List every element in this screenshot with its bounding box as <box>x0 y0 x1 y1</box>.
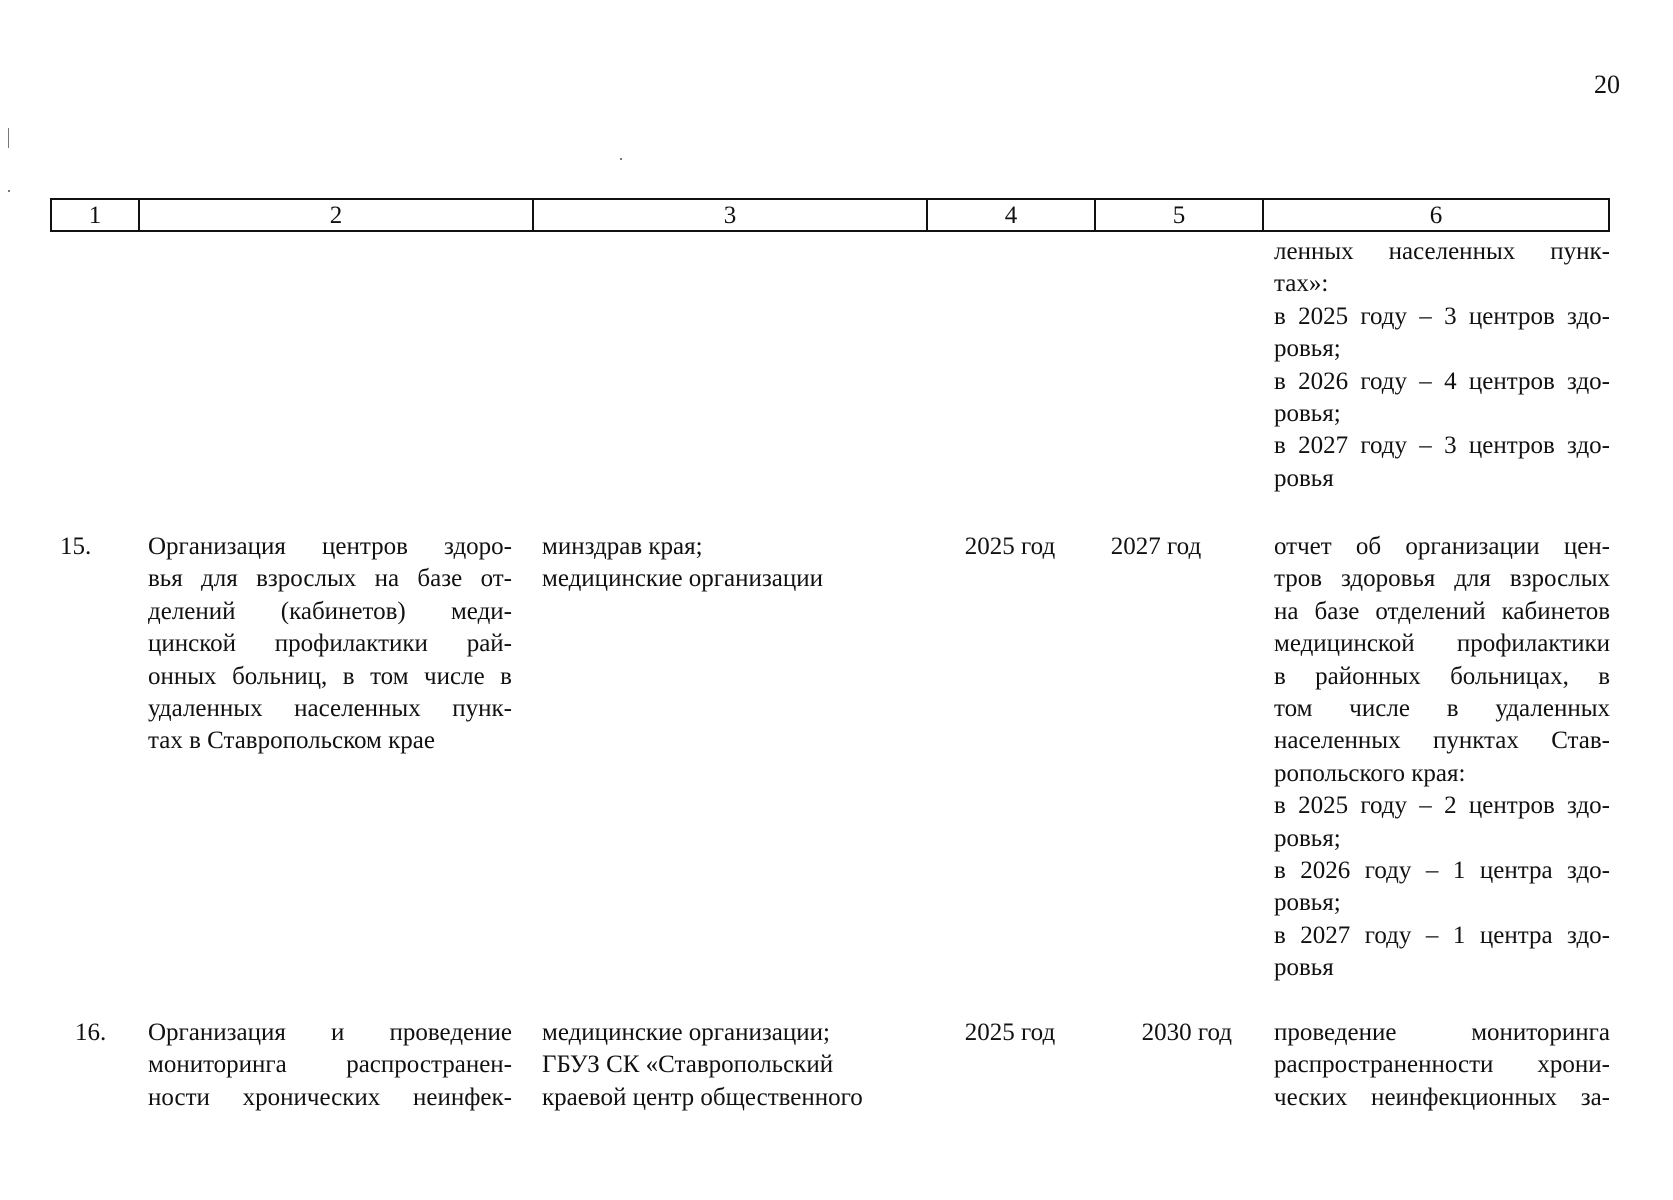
text-line: тах»: <box>1274 270 1329 298</box>
text-line: медицинской профилактики <box>1274 630 1610 658</box>
text-line: отчет об организации цен- <box>1274 533 1610 560</box>
text-line: ности хронических неинфек- <box>148 1083 512 1111</box>
row-16-end-year: 2030 год <box>1141 1019 1232 1046</box>
column-header: 1 <box>52 200 140 230</box>
text-line: том числе в удаленных <box>1274 694 1610 722</box>
text-line: в районных больницах, в <box>1274 662 1610 690</box>
text-line: ровья <box>1274 464 1334 492</box>
text-line: на базе отделений кабинетов <box>1274 597 1610 625</box>
text-line: в 2026 году – 4 центров здо- <box>1274 367 1610 395</box>
row-15-number: 15. <box>60 533 92 560</box>
page-number: 20 <box>1594 70 1620 99</box>
text-line: онных больниц, в том числе в <box>148 662 512 690</box>
text-line: тров здоровья для взрослых <box>1274 565 1610 593</box>
text-line: ровья; <box>1274 399 1341 427</box>
text-line: краевой центр общественного <box>542 1083 863 1111</box>
text-line: в 2025 году – 3 центров здо- <box>1274 302 1610 330</box>
row-15-end-year: 2027 год <box>1110 533 1202 560</box>
text-line: удаленных населенных пунк- <box>148 694 512 722</box>
row-16-executor <box>542 1017 902 1114</box>
row-16-number: 16. <box>75 1019 107 1046</box>
text-line: ровья; <box>1274 889 1341 917</box>
text-line: тах в Ставропольском крае <box>148 727 435 755</box>
text-line: цинской профилактики рай- <box>148 630 512 658</box>
row-16-result <box>1274 1017 1610 1114</box>
text-line: ленных населенных пунк- <box>1274 238 1610 265</box>
column-header: 3 <box>534 200 928 230</box>
column-header: 4 <box>928 200 1096 230</box>
text-line: распространенности хрони- <box>1274 1051 1610 1079</box>
row-16-start-year: 2025 год <box>964 1019 1056 1046</box>
column-header: 5 <box>1096 200 1264 230</box>
column-header: 2 <box>140 200 534 230</box>
text-line: мониторинга распространен- <box>148 1051 512 1079</box>
row-15-result <box>1274 531 1610 984</box>
scan-artifact <box>8 190 10 192</box>
text-line: Организация и проведение <box>148 1019 512 1046</box>
row-15-measure <box>148 531 512 758</box>
row-15-start-year: 2025 год <box>964 533 1056 560</box>
text-line: минздрав края; <box>542 533 703 560</box>
scan-artifact <box>620 158 622 160</box>
text-line: вья для взрослых на базе от- <box>148 565 512 593</box>
text-line: в 2025 году – 2 центров здо- <box>1274 792 1610 820</box>
text-line: ческих неинфекционных за- <box>1274 1083 1610 1111</box>
text-line: медицинские организации; <box>542 1019 830 1046</box>
text-line: медицинские организации <box>542 565 824 593</box>
text-line: ропольского края: <box>1274 759 1466 787</box>
text-line: ровья <box>1274 954 1334 982</box>
text-line: населенных пунктах Став- <box>1274 727 1610 755</box>
continuation-col6 <box>1274 236 1610 495</box>
row-16-measure <box>148 1017 512 1114</box>
row-15-executor <box>542 531 902 596</box>
scan-artifact <box>8 128 9 148</box>
text-line: проведение мониторинга <box>1274 1019 1610 1046</box>
text-line: в 2027 году – 1 центра здо- <box>1274 921 1610 949</box>
text-line: ГБУЗ СК «Ставропольский <box>542 1051 834 1079</box>
column-header: 6 <box>1429 202 1443 229</box>
text-line: ровья; <box>1274 824 1341 852</box>
text-line: делений (кабинетов) меди- <box>148 597 512 625</box>
table-column-header-row <box>50 198 1610 232</box>
text-line: Организация центров здоро- <box>148 533 512 560</box>
text-line: в 2027 году – 3 центров здо- <box>1274 432 1610 460</box>
text-line: в 2026 году – 1 центра здо- <box>1274 856 1610 884</box>
text-line: ровья; <box>1274 335 1341 363</box>
